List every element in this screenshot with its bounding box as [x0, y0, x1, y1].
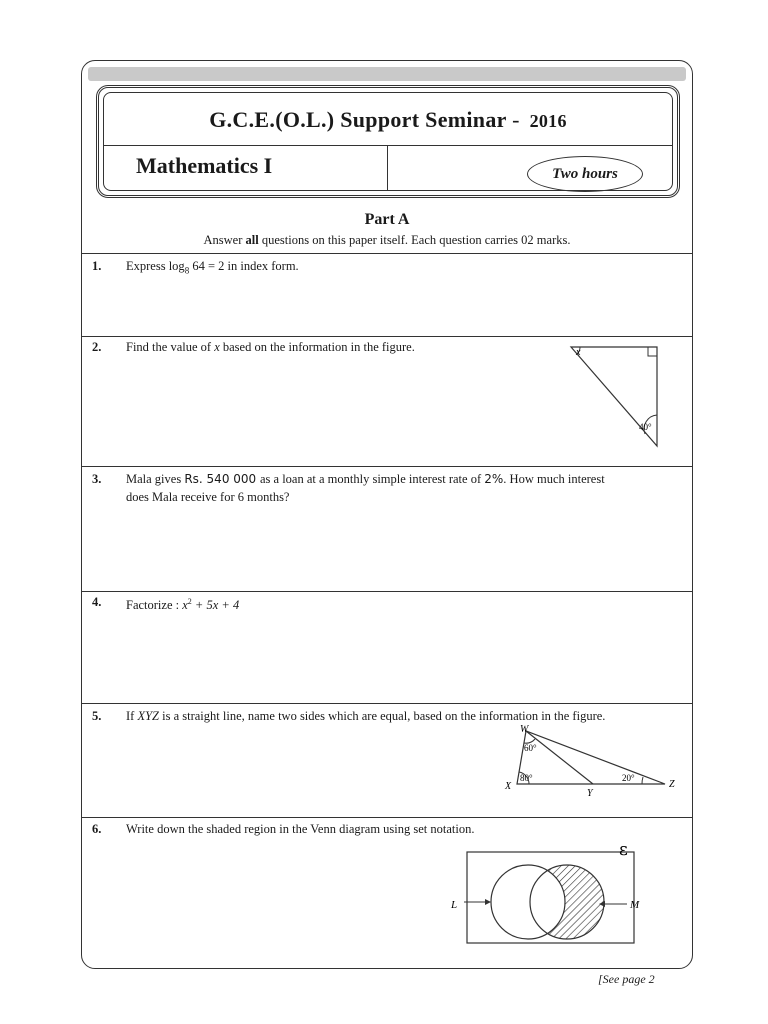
- instructions-prefix: Answer: [203, 233, 246, 247]
- question-2-number: 2.: [92, 340, 102, 354]
- q1-prefix: Express: [126, 259, 169, 273]
- question-4-text: [126, 593, 239, 614]
- q2-angle-x-label: x: [576, 347, 581, 358]
- q5-triangle-wxz: [517, 731, 665, 784]
- q2-variable: x: [214, 340, 220, 354]
- q4-expression-rest: + 5x + 4: [191, 598, 240, 613]
- question-6-text: Write down the shaded region in the Venn diagram using set notation.: [126, 822, 475, 836]
- q5-prefix: If: [126, 709, 138, 723]
- q4-exponent: 2: [187, 597, 192, 606]
- question-1-number: 1.: [92, 259, 102, 273]
- duration-badge: Two hours: [527, 156, 643, 192]
- q5-label-x: X: [505, 781, 512, 792]
- exam-year: 2016: [529, 111, 567, 131]
- q1-log-base: 8: [184, 265, 190, 276]
- instructions-bold: all: [245, 233, 259, 247]
- part-title: Part A: [364, 211, 410, 228]
- q5-label-y: Y: [587, 788, 593, 799]
- q5-line-wy: [526, 731, 593, 784]
- q3-text-a: Mala gives: [126, 472, 185, 486]
- header-box: [96, 85, 680, 198]
- q1-expression: 64 = 2: [189, 259, 225, 273]
- q5-angle-x-label: 80°: [520, 773, 533, 783]
- q4-x: x: [182, 598, 188, 613]
- q3-rate: 2%: [484, 472, 504, 486]
- question-3-number: 3.: [92, 472, 102, 486]
- q2-angle-40-label: 40°: [639, 422, 652, 432]
- q3-text-c: . How much interest: [503, 472, 605, 486]
- q5-angle-arc-z: [642, 777, 643, 784]
- q2-suffix: based on the information in the figure.: [219, 340, 415, 354]
- instructions-suffix: questions on this paper itself. Each question carries 02 marks.: [258, 233, 571, 247]
- question-divider: [82, 591, 692, 592]
- exam-title: [104, 107, 672, 133]
- see-next-page-note: [See page 2: [598, 972, 655, 986]
- q3-text-b: as a loan at a monthly simple interest rate of: [260, 472, 485, 486]
- q1-suffix: in index form.: [224, 259, 299, 273]
- q5-variable: XYZ: [137, 709, 159, 723]
- page-frame: [81, 60, 693, 969]
- question-5-number: 5.: [92, 709, 102, 723]
- instructions: [82, 233, 692, 248]
- question-divider: [82, 703, 692, 704]
- q5-label-w: W: [520, 724, 529, 735]
- q6-venn-diagram: [437, 841, 657, 951]
- question-2-text: [126, 338, 415, 356]
- exam-title-text: G.C.E.(O.L.) Support Seminar: [209, 107, 507, 132]
- subject-title: Mathematics I: [136, 153, 273, 178]
- header-divider: [104, 145, 672, 146]
- header-vertical-divider: [387, 145, 388, 190]
- question-divider: [82, 253, 692, 254]
- q4-prefix: Factorize :: [126, 598, 183, 613]
- q3-currency: Rs.: [184, 472, 203, 486]
- q3-line-2: does Mala receive for 6 months?: [126, 490, 290, 504]
- question-divider: [82, 817, 692, 818]
- top-shaded-bar: [88, 67, 686, 81]
- q1-log: log: [168, 259, 185, 273]
- question-divider: [82, 466, 692, 467]
- q3-amount: 540 000: [202, 472, 260, 486]
- q2-triangle-figure: [567, 344, 662, 452]
- question-6-number: 6.: [92, 822, 102, 836]
- q6-label-m: M: [630, 899, 640, 911]
- q2-prefix: Find the value of: [126, 340, 215, 354]
- question-4-number: 4.: [92, 595, 102, 609]
- q5-angle-z-label: 20°: [622, 773, 635, 783]
- question-3-text: [126, 470, 681, 506]
- q5-angle-w-label: 60°: [524, 743, 537, 753]
- header-inner-border: [103, 92, 673, 191]
- q6-arrow-l-head: [485, 899, 491, 905]
- q3-line-1: [126, 470, 681, 488]
- q2-right-angle-mark: [648, 347, 657, 356]
- q5-label-z: Z: [669, 779, 675, 790]
- q6-universal-symbol: ε: [619, 841, 628, 860]
- question-1-text: [126, 257, 299, 280]
- question-divider: [82, 336, 692, 337]
- q6-label-l: L: [451, 899, 458, 911]
- q5-triangle-figure: [502, 723, 682, 799]
- exam-title-separator: -: [512, 107, 520, 132]
- q5-suffix: is a straight line, name two sides which are equal, based on the information in the figure.: [159, 709, 606, 723]
